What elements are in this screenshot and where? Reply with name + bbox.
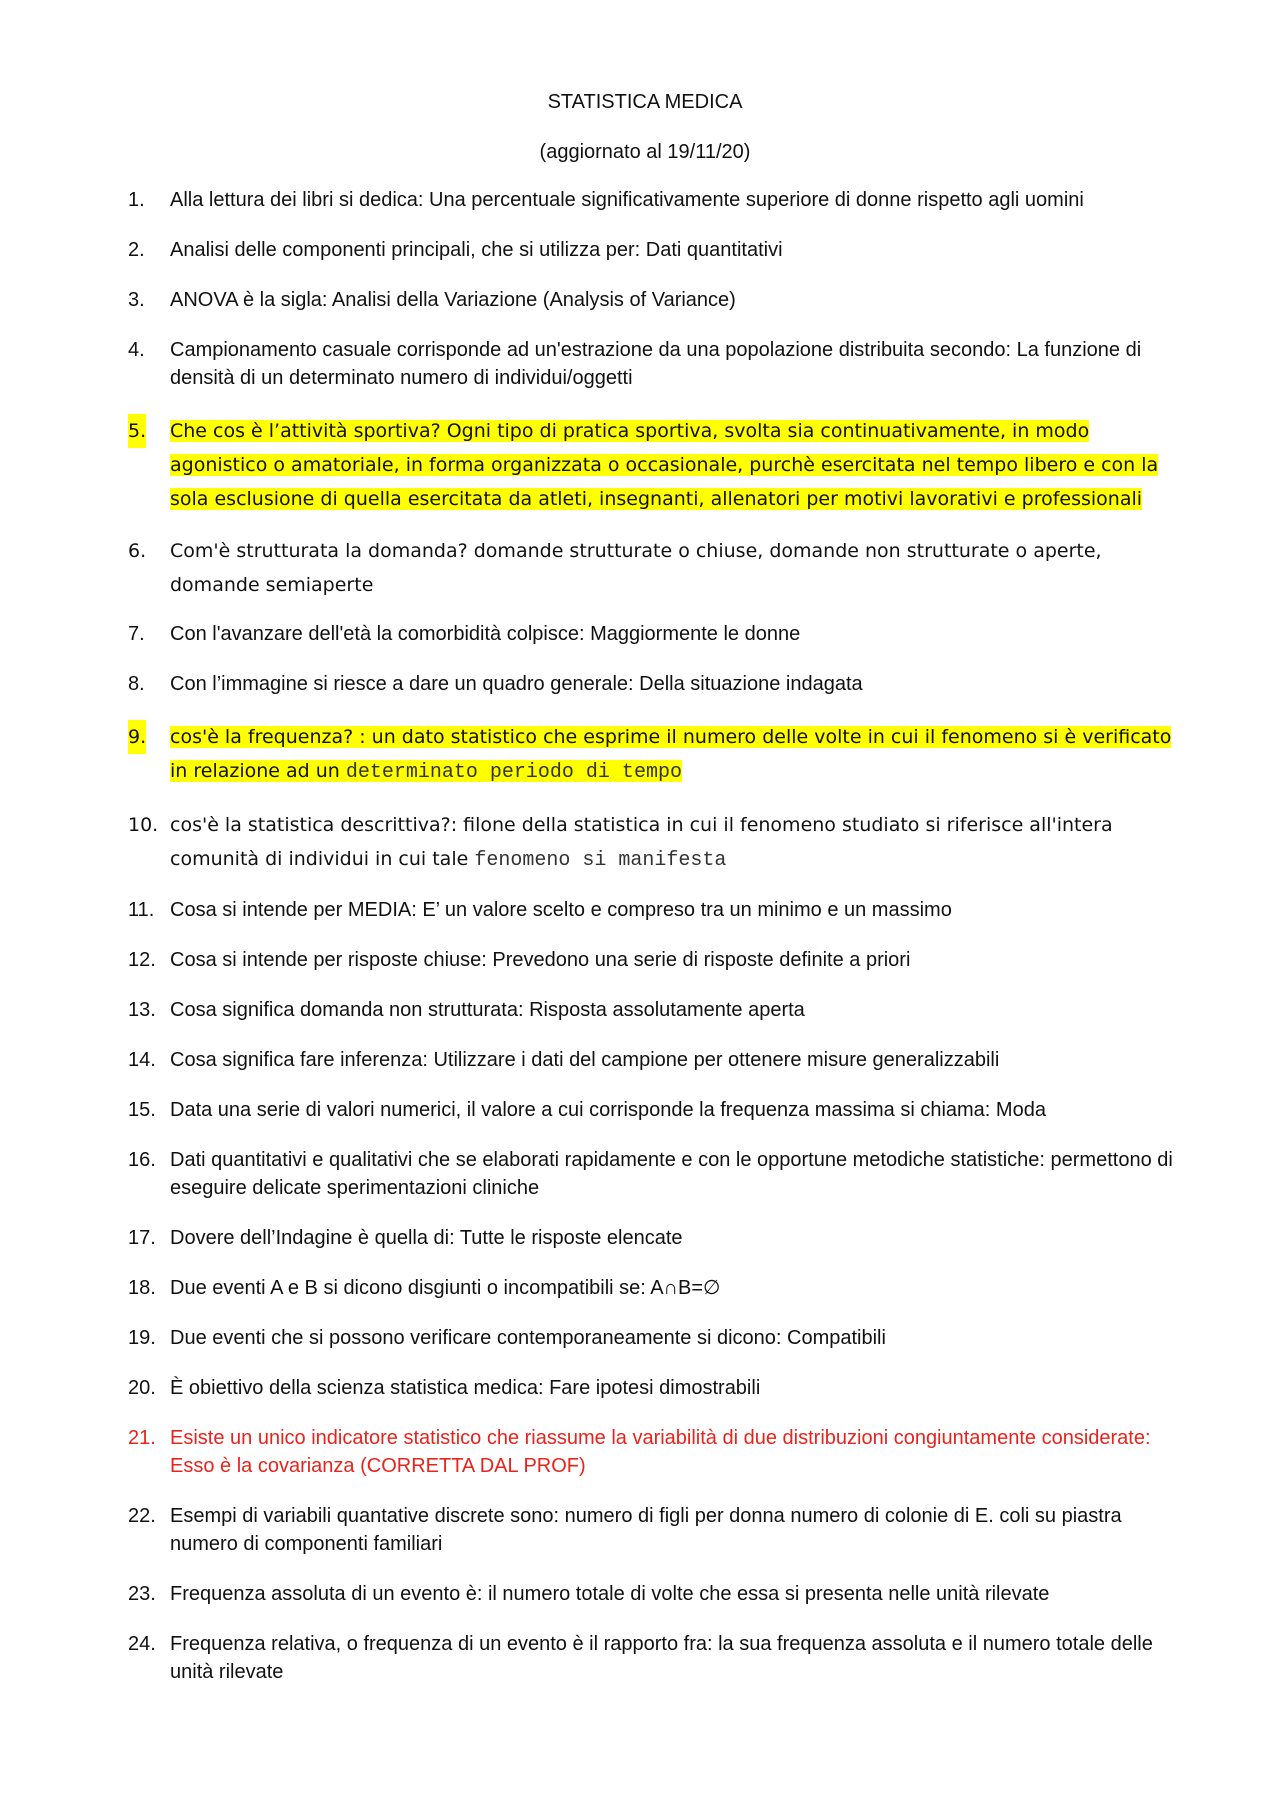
item-text-main: cos'è la statistica descrittiva?: filone della statistica in cui il fenomeno studiato si riferisce all'intera comunità di individui in cui tale bbox=[170, 814, 1113, 870]
item-text: Frequenza assoluta di un evento è: il numero totale di volte che essa si presenta nelle unità rilevate bbox=[170, 1583, 1050, 1605]
item-text bbox=[170, 814, 1113, 870]
item-number: 23. bbox=[128, 1583, 156, 1605]
item-number: 2. bbox=[128, 239, 145, 261]
list-item-5 bbox=[0, 414, 1280, 516]
item-text: Con l'avanzare dell'età la comorbidità colpisce: Maggiormente le donne bbox=[170, 623, 801, 645]
document-title: STATISTICA MEDICA bbox=[547, 91, 743, 113]
item-number: 20. bbox=[128, 1377, 156, 1399]
item-text bbox=[170, 726, 1171, 782]
list-item-22 bbox=[0, 1502, 1280, 1558]
item-text: Cosa si intende per risposte chiuse: Prevedono una serie di risposte definite a priori bbox=[170, 949, 911, 971]
item-text: Analisi delle componenti principali, che si utilizza per: Dati quantitativi bbox=[170, 239, 783, 261]
list-item-14 bbox=[0, 1046, 1280, 1074]
item-number: 19. bbox=[128, 1327, 156, 1349]
item-number: 15. bbox=[128, 1099, 156, 1121]
item-number: 7. bbox=[128, 623, 145, 645]
item-text: Che cos è l’attività sportiva? Ogni tipo di pratica sportiva, svolta sia continuativamente, in modo agonistico o amatoriale, in forma organizzata o occasionale, purchè esercitata nel tempo libero e con la sola esclusione di quella esercitata da atleti, insegnanti, allenatori per motivi lavorativi e professionali bbox=[170, 420, 1159, 510]
item-number: 8. bbox=[128, 673, 145, 695]
list-item-8 bbox=[0, 670, 1280, 698]
question-list bbox=[0, 186, 1280, 1686]
item-number: 4. bbox=[128, 339, 145, 361]
item-number: 18. bbox=[128, 1277, 156, 1299]
item-text: Esiste un unico indicatore statistico che riassume la variabilità di due distribuzioni congiuntamente considerate: Esso è la covarianza (CORRETTA DAL PROF) bbox=[170, 1427, 1151, 1477]
item-number: 3. bbox=[128, 289, 145, 311]
item-number: 22. bbox=[128, 1505, 156, 1527]
item-number: 12. bbox=[128, 949, 156, 971]
item-text-mono: determinato periodo di tempo bbox=[345, 761, 682, 784]
list-item-7 bbox=[0, 620, 1280, 648]
list-item-11 bbox=[0, 896, 1280, 924]
list-item-21 bbox=[0, 1424, 1280, 1480]
item-text: ANOVA è la sigla: Analisi della Variazione (Analysis of Variance) bbox=[170, 289, 736, 311]
item-number: 24. bbox=[128, 1633, 156, 1655]
list-item-19 bbox=[0, 1324, 1280, 1352]
item-number: 9. bbox=[128, 720, 146, 754]
item-text: Dati quantitativi e qualitativi che se elaborati rapidamente e con le opportune metodiche statistiche: permettono di eseguire delicate sperimentazioni cliniche bbox=[170, 1149, 1173, 1199]
item-text: È obiettivo della scienza statistica medica: Fare ipotesi dimostrabili bbox=[170, 1377, 761, 1399]
list-item-18 bbox=[0, 1274, 1280, 1302]
list-item-15 bbox=[0, 1096, 1280, 1124]
item-text: Esempi di variabili quantative discrete sono: numero di figli per donna numero di colonie di E. coli su piastra numero di componenti familiari bbox=[170, 1505, 1122, 1555]
item-text: Frequenza relativa, o frequenza di un evento è il rapporto fra: la sua frequenza assoluta e il numero totale delle unità rilevate bbox=[170, 1633, 1153, 1683]
item-number: 17. bbox=[128, 1227, 156, 1249]
item-text: Due eventi A e B si dicono disgiunti o incompatibili se: A∩B=∅ bbox=[170, 1277, 721, 1299]
list-item-23 bbox=[0, 1580, 1280, 1608]
item-text: Con l’immagine si riesce a dare un quadro generale: Della situazione indagata bbox=[170, 673, 863, 695]
item-text: Dovere dell’Indagine è quella di: Tutte le risposte elencate bbox=[170, 1227, 683, 1249]
item-number: 16. bbox=[128, 1149, 156, 1171]
list-item-17 bbox=[0, 1224, 1280, 1252]
list-item-20 bbox=[0, 1374, 1280, 1402]
item-text: Cosa si intende per MEDIA: E’ un valore scelto e compreso tra un minimo e un massimo bbox=[170, 899, 952, 921]
item-text-mono: fenomeno si manifesta bbox=[474, 849, 727, 872]
item-text: Due eventi che si possono verificare contemporaneamente si dicono: Compatibili bbox=[170, 1327, 886, 1349]
list-item-24 bbox=[0, 1630, 1280, 1686]
item-text: Data una serie di valori numerici, il valore a cui corrisponde la frequenza massima si chiama: Moda bbox=[170, 1099, 1046, 1121]
list-item-4 bbox=[0, 336, 1280, 392]
item-text: Campionamento casuale corrisponde ad un'estrazione da una popolazione distribuita secondo: La funzione di densità di un determinato numero di individui/oggetti bbox=[170, 339, 1142, 389]
list-item-13 bbox=[0, 996, 1280, 1024]
item-number: 13. bbox=[128, 999, 156, 1021]
item-text: Cosa significa domanda non strutturata: Risposta assolutamente aperta bbox=[170, 999, 805, 1021]
item-number: 21. bbox=[128, 1427, 156, 1449]
list-item-3 bbox=[0, 286, 1280, 314]
item-number: 1. bbox=[128, 189, 145, 211]
list-item-2 bbox=[0, 236, 1280, 264]
item-number: 11. bbox=[128, 899, 155, 921]
list-item-1 bbox=[0, 186, 1280, 214]
item-text: Cosa significa fare inferenza: Utilizzare i dati del campione per ottenere misure generalizzabili bbox=[170, 1049, 1000, 1071]
document-subtitle: (aggiornato al 19/11/20) bbox=[539, 141, 751, 163]
item-text-main: cos'è la frequenza? : un dato statistico che esprime il numero delle volte in cui il fenomeno si è verificato in relazione ad un bbox=[170, 726, 1172, 782]
list-item-10 bbox=[0, 808, 1280, 878]
item-number: 10. bbox=[128, 814, 159, 836]
item-text: Com'è strutturata la domanda? domande strutturate o chiuse, domande non strutturate o aperte, domande semiaperte bbox=[170, 540, 1102, 596]
item-text: Alla lettura dei libri si dedica: Una percentuale significativamente superiore di donne rispetto agli uomini bbox=[170, 189, 1084, 211]
item-number: 14. bbox=[128, 1049, 156, 1071]
list-item-6 bbox=[0, 534, 1280, 602]
list-item-9 bbox=[0, 720, 1280, 790]
item-number: 6. bbox=[128, 540, 147, 562]
list-item-12 bbox=[0, 946, 1280, 974]
list-item-16 bbox=[0, 1146, 1280, 1202]
item-number: 5. bbox=[128, 414, 146, 448]
